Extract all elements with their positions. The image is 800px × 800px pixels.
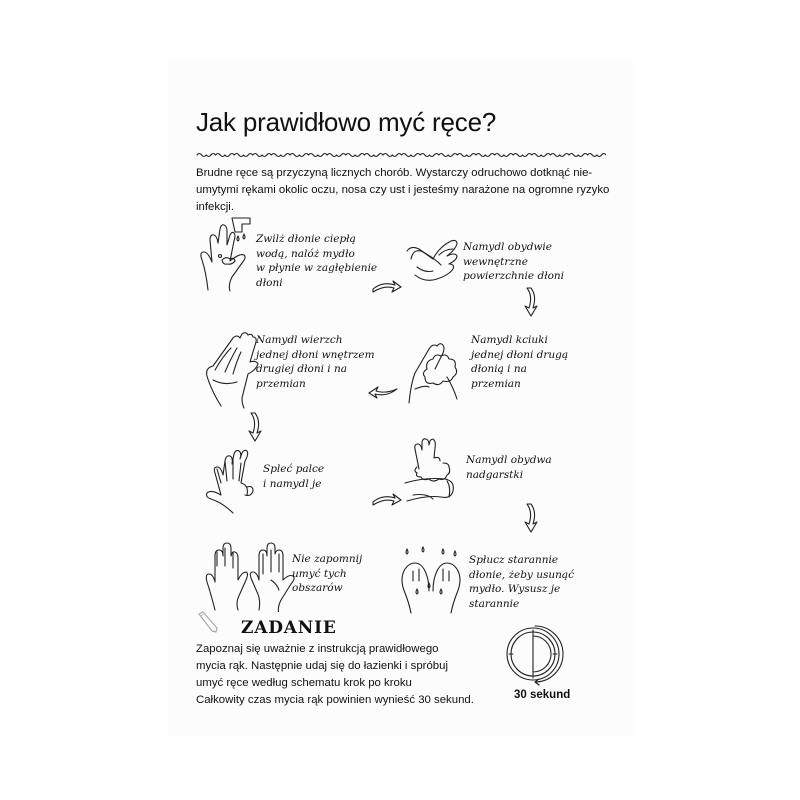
- step-6-line: nadgarstki: [466, 468, 524, 481]
- step-4-line: dłonią i na: [471, 363, 527, 375]
- step-1-text: [256, 232, 377, 290]
- task-line: mycia rąk. Następnie udaj się do łazienki i spróbuj: [196, 660, 448, 672]
- step-3-line: Namydl wierzch: [256, 334, 343, 346]
- step-6-line: Namydl obydwa: [466, 454, 552, 466]
- interlaced-fingers-icon: [203, 447, 261, 515]
- step-2-line: Namydl obydwie: [463, 241, 553, 253]
- step-5-text: [263, 462, 324, 491]
- thumb-washing-icon: [403, 333, 461, 405]
- page-title: Jak prawidłowo myć ręce?: [196, 107, 497, 137]
- task-line: umyć ręce według schematu krok po kroku: [196, 677, 412, 689]
- step-2-text: [463, 240, 564, 284]
- task-title: ZADANIE: [241, 618, 337, 638]
- intro-paragraph: Brudne ręce są przyczyną licznych chorób. Wystarczy odruchowo dotknąć nie-umytymi rękami okolic oczu, nosa czy ust i jesteśmy narażone na ogromne ryzyko infekcji.: [196, 167, 610, 213]
- step-5-line: i namydl je: [263, 477, 322, 490]
- step-7-line: umyć tych: [292, 567, 347, 580]
- step-1-line: Zwilż dłonie ciepłą: [256, 233, 356, 245]
- wavy-divider: [196, 150, 606, 160]
- step-6-text: [466, 453, 552, 482]
- step-7-line: Nie zapomnij: [292, 553, 363, 565]
- step-3-line: drugiej dłoni i na: [256, 363, 348, 375]
- timer-label: 30 sekund: [514, 689, 571, 701]
- step-7-text: [292, 552, 362, 596]
- arrow-down-icon: [523, 286, 539, 318]
- wrist-washing-icon: [403, 437, 465, 509]
- half-clock-timer-icon: [505, 620, 565, 690]
- step-4-line: jednej dłoni drugą: [471, 348, 569, 361]
- hand-under-soap-dispenser-icon: [198, 212, 256, 292]
- pencil-icon: [196, 610, 220, 634]
- arrow-left-icon: [367, 385, 399, 401]
- step-5-line: Spleć palce: [263, 463, 325, 475]
- task-instructions: [196, 641, 496, 709]
- step-8-text: [469, 553, 574, 611]
- palm-over-back-of-hand-icon: [203, 330, 261, 410]
- step-8-line: mydło. Wysusz je: [469, 583, 561, 595]
- task-line: Całkowity czas mycia rąk powinien wynieść 30 sekund.: [196, 694, 474, 706]
- arrow-down-icon: [523, 502, 539, 534]
- arrow-right-icon: [371, 279, 403, 295]
- arrow-down-icon: [247, 411, 263, 443]
- step-4-line: przemian: [471, 377, 521, 390]
- step-7-line: obszarów: [292, 582, 343, 594]
- step-4-line: Namydl kciuki: [471, 334, 548, 346]
- step-3-text: [256, 333, 375, 391]
- step-1-line: w płynie w zagłębienie: [256, 262, 378, 274]
- palms-rubbing-icon: [403, 237, 461, 285]
- hands-rinsing-icon: [399, 545, 463, 615]
- both-hands-areas-icon: [203, 540, 299, 612]
- task-line: Zapoznaj się uważnie z instrukcją prawidłowego: [196, 643, 439, 655]
- step-2-line: powierzchnie dłoni: [463, 270, 565, 282]
- step-3-line: przemian: [256, 377, 306, 390]
- step-4-text: [471, 333, 568, 391]
- step-3-line: jednej dłoni wnętrzem: [256, 348, 375, 361]
- step-8-line: starannie: [469, 597, 520, 610]
- step-8-line: Spłucz starannie: [469, 554, 559, 566]
- step-2-line: wewnętrzne: [463, 255, 528, 268]
- step-1-line: dłoni: [256, 276, 283, 289]
- arrow-right-icon: [371, 492, 403, 508]
- step-8-line: dłonie, żeby usunąć: [469, 568, 575, 581]
- step-1-line: wodą, nalóż mydło: [256, 247, 355, 260]
